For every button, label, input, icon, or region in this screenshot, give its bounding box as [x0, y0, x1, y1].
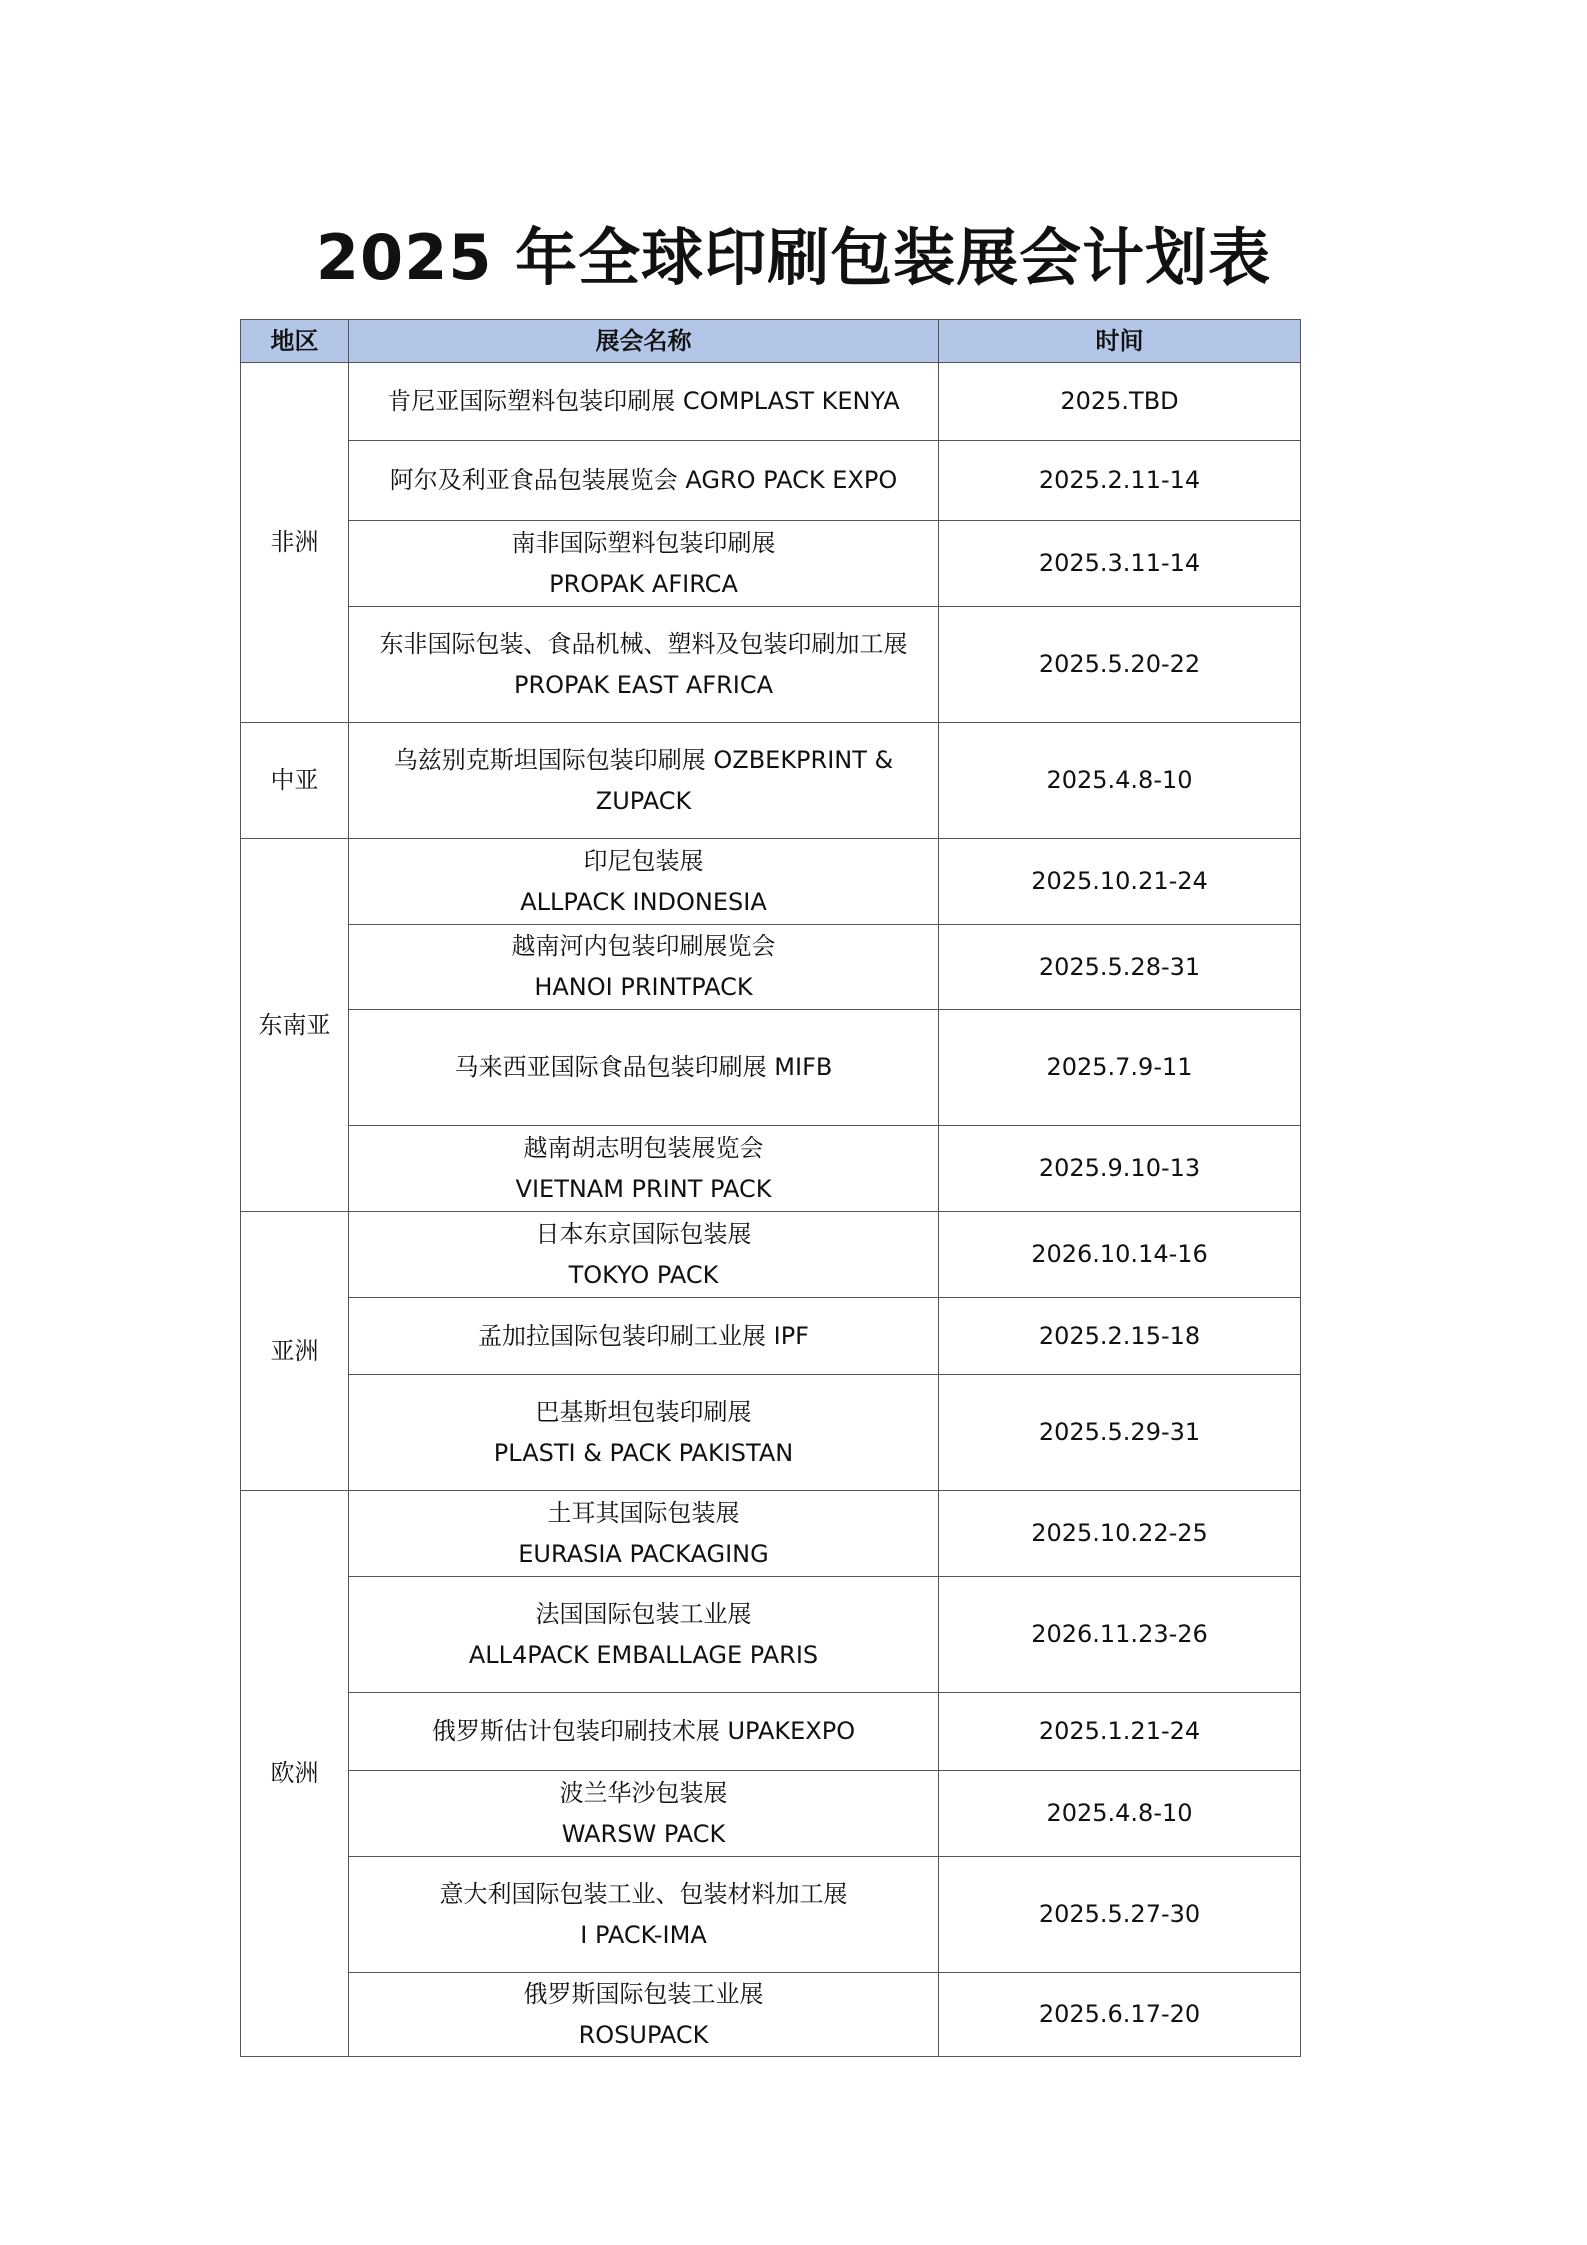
table-row [241, 925, 1301, 1010]
exhibition-name-cell [349, 363, 939, 441]
exhibition-name-cell [349, 1857, 939, 1973]
table-row [241, 1491, 1301, 1577]
exhibition-name-cell [349, 1298, 939, 1375]
table-row [241, 521, 1301, 607]
exhibition-time-cell: 2025.3.11-14 [939, 521, 1301, 607]
page-title: 2025 年全球印刷包装展会计划表 [315, 221, 1272, 294]
exhibition-time-cell: 2025.5.28-31 [939, 925, 1301, 1010]
region-cell: 亚洲 [241, 1212, 349, 1491]
exhibition-time-cell: 2025.5.29-31 [939, 1375, 1301, 1491]
exhibition-name-line: 马来西亚国际食品包装印刷展 MIFB [454, 1053, 833, 1081]
table-row [241, 607, 1301, 723]
exhibition-name-line: 东非国际包装、食品机械、塑料及包装印刷加工展 [379, 629, 908, 658]
table-row [241, 1771, 1301, 1857]
header-region: 地区 [241, 320, 349, 363]
exhibition-name-line: EURASIA PACKAGING [518, 1539, 769, 1568]
exhibition-name-line: VIETNAM PRINT PACK [515, 1174, 772, 1203]
exhibition-name-line: 日本东京国际包装展 [535, 1219, 752, 1248]
exhibition-time-cell: 2025.TBD [939, 363, 1301, 441]
exhibition-time-cell: 2025.7.9-11 [939, 1010, 1301, 1126]
exhibition-name-line: PLASTI & PACK PAKISTAN [493, 1438, 794, 1467]
exhibition-name-line: 巴基斯坦包装印刷展 [535, 1397, 752, 1426]
exhibition-time-cell: 2025.9.10-13 [939, 1126, 1301, 1212]
exhibition-name-line: 孟加拉国际包装印刷工业展 IPF [478, 1321, 809, 1350]
region-cell: 欧洲 [241, 1491, 349, 2057]
region-cell: 东南亚 [241, 839, 349, 1212]
exhibition-name-line: 意大利国际包装工业、包装材料加工展 [439, 1879, 848, 1908]
table-row [241, 1298, 1301, 1375]
exhibition-name-line: HANOI PRINTPACK [534, 973, 753, 1001]
exhibition-name-line: 俄罗斯估计包装印刷技术展 UPAKEXPO [431, 1717, 856, 1745]
exhibition-time-cell: 2025.6.17-20 [939, 1973, 1301, 2057]
table-body [241, 363, 1301, 2057]
exhibition-name-cell [349, 925, 939, 1010]
exhibition-time-cell: 2025.5.20-22 [939, 607, 1301, 723]
exhibition-name-line: 乌兹别克斯坦国际包装印刷展 OZBEKPRINT & [393, 745, 894, 774]
exhibition-name-cell [349, 1577, 939, 1693]
table-row [241, 723, 1301, 839]
exhibition-name-cell [349, 1491, 939, 1577]
table-header-row [241, 320, 1301, 363]
exhibition-name-cell [349, 1973, 939, 2057]
exhibition-name-line: ZUPACK [595, 786, 692, 815]
exhibition-time-cell: 2025.10.21-24 [939, 839, 1301, 925]
table-row [241, 1857, 1301, 1973]
exhibition-name-line: 肯尼亚国际塑料包装印刷展 COMPLAST KENYA [387, 387, 900, 415]
exhibition-name-line: 阿尔及利亚食品包装展览会 AGRO PACK EXPO [389, 466, 898, 494]
exhibition-name-line: I PACK-IMA [580, 1920, 707, 1949]
exhibition-time-cell: 2025.10.22-25 [939, 1491, 1301, 1577]
exhibition-time-cell: 2025.4.8-10 [939, 1771, 1301, 1857]
region-cell: 中亚 [241, 723, 349, 839]
exhibition-time-cell: 2025.4.8-10 [939, 723, 1301, 839]
region-cell: 非洲 [241, 363, 349, 723]
exhibition-name-line: 越南河内包装印刷展览会 [511, 932, 776, 960]
exhibition-time-cell: 2026.11.23-26 [939, 1577, 1301, 1693]
exhibition-name-cell [349, 1126, 939, 1212]
exhibition-name-line: ALLPACK INDONESIA [520, 887, 767, 916]
exhibition-name-cell [349, 1212, 939, 1298]
exhibition-name-cell [349, 1375, 939, 1491]
exhibition-name-cell [349, 723, 939, 839]
exhibition-name-cell [349, 441, 939, 521]
exhibition-name-line: PROPAK AFIRCA [549, 569, 738, 598]
exhibition-name-cell [349, 1693, 939, 1771]
table-row [241, 1126, 1301, 1212]
exhibition-name-cell [349, 607, 939, 723]
exhibition-name-cell [349, 521, 939, 607]
table-row [241, 839, 1301, 925]
exhibition-name-cell [349, 1010, 939, 1126]
table-row [241, 363, 1301, 441]
exhibition-time-cell: 2026.10.14-16 [939, 1212, 1301, 1298]
exhibition-name-line: 南非国际塑料包装印刷展 [511, 528, 776, 557]
exhibition-name-line: ROSUPACK [578, 2020, 709, 2049]
exhibition-name-line: PROPAK EAST AFRICA [513, 670, 774, 699]
exhibition-name-line: 波兰华沙包装展 [559, 1778, 728, 1807]
table-row [241, 1693, 1301, 1771]
header-time: 时间 [939, 320, 1301, 363]
exhibition-schedule-table [240, 319, 1301, 2057]
table-row [241, 1212, 1301, 1298]
exhibition-name-line: 法国国际包装工业展 [535, 1599, 752, 1628]
header-exhibition-name: 展会名称 [349, 320, 939, 363]
table-row [241, 1577, 1301, 1693]
exhibition-time-cell: 2025.1.21-24 [939, 1693, 1301, 1771]
exhibition-name-line: TOKYO PACK [568, 1260, 719, 1289]
exhibition-name-line: 土耳其国际包装展 [547, 1498, 740, 1527]
table-row [241, 1010, 1301, 1126]
exhibition-name-line: WARSW PACK [561, 1819, 726, 1848]
table-row [241, 441, 1301, 521]
exhibition-name-line: 越南胡志明包装展览会 [523, 1133, 764, 1162]
table-row [241, 1973, 1301, 2057]
exhibition-time-cell: 2025.5.27-30 [939, 1857, 1301, 1973]
exhibition-name-line: 印尼包装展 [583, 846, 704, 875]
exhibition-name-line: 俄罗斯国际包装工业展 [523, 1979, 764, 2008]
exhibition-time-cell: 2025.2.15-18 [939, 1298, 1301, 1375]
exhibition-name-cell [349, 839, 939, 925]
exhibition-name-line: ALL4PACK EMBALLAGE PARIS [468, 1640, 819, 1669]
exhibition-name-cell [349, 1771, 939, 1857]
table-row [241, 1375, 1301, 1491]
exhibition-time-cell: 2025.2.11-14 [939, 441, 1301, 521]
